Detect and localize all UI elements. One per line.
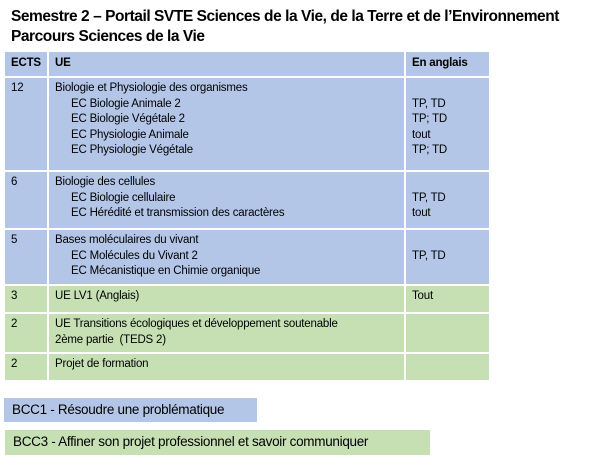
ec-item: EC Biologie cellulaire [71, 191, 176, 204]
anglais-value: TP; TD [412, 113, 448, 125]
page-title: Semestre 2 – Portail SVTE Sciences de la Vie, de la Terre et de l’Environnement [11, 8, 559, 25]
anglais-cell [405, 353, 490, 381]
ue-title: Bases moléculaires du vivant [55, 234, 199, 246]
anglais-value: tout [412, 207, 431, 219]
ue-title: Biologie des cellules [55, 176, 156, 188]
ects-cell: 3 [4, 285, 48, 313]
anglais-cell [405, 313, 490, 353]
column-header-ects: ECTS [4, 51, 48, 77]
ects-cell: 12 [4, 77, 48, 171]
ue-cell: UE LV1 (Anglais) [48, 285, 405, 313]
legend-bcc3: BCC3 - Affiner son projet professionnel et savoir communiquer [5, 430, 430, 455]
ects-cell: 2 [4, 353, 48, 381]
table-row [4, 353, 490, 381]
legend-bcc1: BCC1 - Résoudre une problématique [4, 398, 257, 422]
ects-cell: 6 [4, 171, 48, 229]
ue-cell [48, 313, 405, 353]
anglais-value: TP, TD [412, 97, 446, 110]
table-row [4, 285, 490, 313]
table-row [4, 171, 490, 229]
anglais-cell [405, 77, 490, 171]
anglais-value: TP, TD [412, 249, 446, 262]
ue-title-line2: 2ème partie (TEDS 2) [55, 333, 166, 346]
ue-cell [48, 229, 405, 285]
ue-cell [48, 77, 405, 171]
ec-item: EC Hérédité et transmission des caractères [71, 207, 285, 219]
ue-title: UE Transitions écologiques et développement soutenable [55, 318, 338, 330]
table-row [4, 77, 490, 171]
anglais-value: TP, TD [412, 191, 446, 204]
ec-item: EC Biologie Végétale 2 [71, 113, 185, 125]
anglais-value: tout [412, 128, 431, 141]
ects-cell: 2 [4, 313, 48, 353]
ec-item: EC Physiologie Végétale [71, 144, 193, 156]
ects-cell: 5 [4, 229, 48, 285]
ec-item: EC Mécanistique en Chimie organique [71, 265, 261, 277]
table-row [4, 229, 490, 285]
ue-table [3, 50, 491, 382]
column-header-ue: UE [48, 51, 405, 77]
ec-item: EC Physiologie Animale [71, 128, 189, 141]
ue-cell [48, 171, 405, 229]
table-row [4, 313, 490, 353]
ec-item: EC Biologie Animale 2 [71, 97, 181, 110]
table-header-row [4, 51, 490, 77]
ec-item: EC Molécules du Vivant 2 [71, 249, 198, 262]
anglais-cell [405, 171, 490, 229]
ue-cell: Projet de formation [48, 353, 405, 381]
anglais-cell [405, 229, 490, 285]
column-header-anglais: En anglais [405, 51, 490, 77]
anglais-cell: Tout [405, 285, 490, 313]
page-subtitle: Parcours Sciences de la Vie [11, 28, 205, 45]
anglais-value: TP; TD [412, 144, 448, 156]
ue-title: Biologie et Physiologie des organismes [55, 82, 248, 94]
